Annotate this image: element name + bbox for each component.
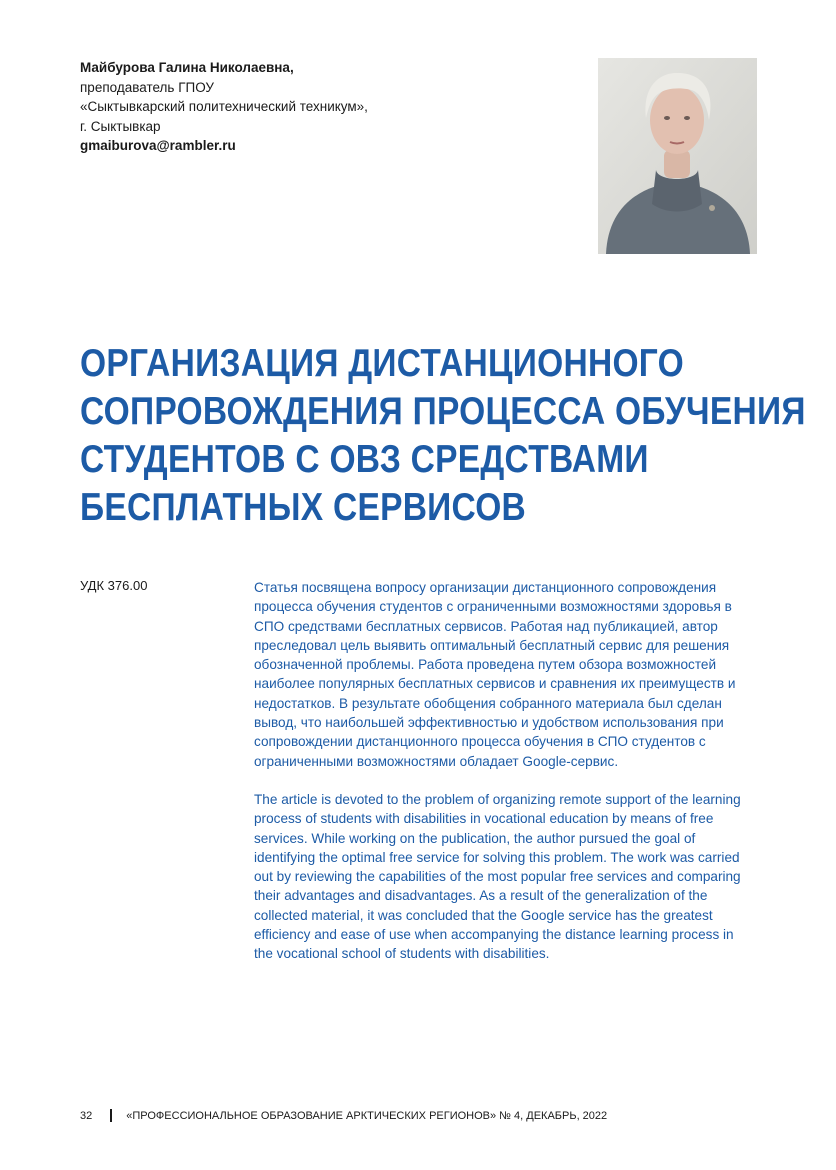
journal-reference: «ПРОФЕССИОНАЛЬНОЕ ОБРАЗОВАНИЕ АРКТИЧЕСКИХ РЕГИОНОВ» № 4, ДЕКАБРЬ, 2022 <box>126 1109 608 1122</box>
page-footer <box>80 1109 607 1122</box>
footer-divider <box>110 1109 112 1122</box>
author-city: г. Сыктывкар <box>80 118 161 134</box>
author-block <box>80 58 560 156</box>
title-line: СОПРОВОЖДЕНИЯ ПРОЦЕССА ОБУЧЕНИЯ <box>80 390 806 433</box>
author-email: gmaiburova@rambler.ru <box>80 138 236 153</box>
title-line: СТУДЕНТОВ С ОВЗ СРЕДСТВАМИ <box>80 438 649 481</box>
abstract-english: The article is devoted to the problem of organizing remote support of the learning process of students with disabilities in vocational education by means of free services. While working on the publication, the author pursued the goal of identifying the optimal free service for solving this problem. The work was carried out by reviewing the capabilities of the most popular free services and comparing their advantages and disadvantages. As a result of the generalization of the collected material, it was concluded that the Google service has the greatest efficiency and ease of use when accompanying the distance learning process in the vocational school of students with disabilities. <box>254 791 741 962</box>
abstract-russian: Статья посвящена вопросу организации дистанционного сопровождения процесса обучения студентов с ограниченными возможностями здоровья в СПО средствами бесплатных сервисов. Работая над публикацией, автор преследовал цель выявить оптимальный бесплатный сервис для решения обозначенной проблемы. Работа проведена путем обзора возможностей наиболее популярных бесплатных сервисов и сравнения их преимуществ и недостатков. В результате обобщения собранного материала был сделан вывод, что наибольшей эффективностью и удобством использования при сопровождении дистанционного процесса обучения в СПО студентов с ограниченными возможностями обладает Google-сервис. <box>254 580 736 769</box>
author-institution: «Сыктывкарский политехнический техникум», <box>80 99 368 114</box>
page-number: 32 <box>80 1109 93 1122</box>
author-name: Майбурова Галина Николаевна, <box>80 60 294 75</box>
article-title <box>80 340 806 532</box>
abstract <box>254 578 754 964</box>
title-line: ОРГАНИЗАЦИЯ ДИСТАНЦИОННОГО <box>80 342 684 385</box>
author-photo <box>598 58 757 254</box>
author-position: преподаватель ГПОУ <box>80 79 215 95</box>
title-line: БЕСПЛАТНЫХ СЕРВИСОВ <box>80 486 527 529</box>
udk-code: УДК 376.00 <box>80 578 148 593</box>
